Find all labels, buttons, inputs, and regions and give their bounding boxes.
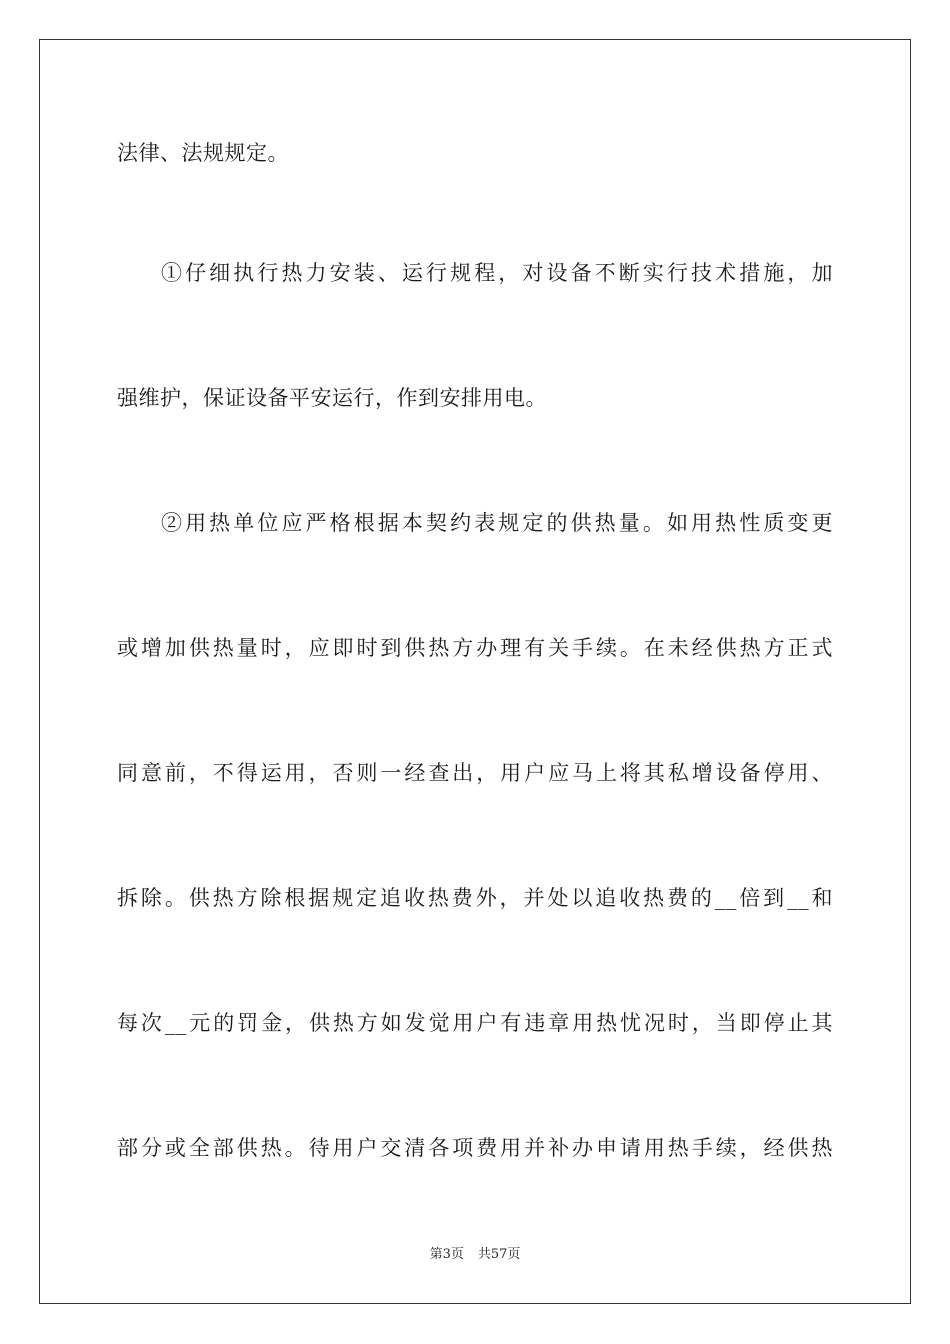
- page-number-current: 第3页: [429, 1247, 464, 1262]
- text-line-2: ①仔细执行热力安装、运行规程，对设备不断实行技术措施，加: [161, 261, 833, 285]
- page-footer: [0, 1246, 950, 1264]
- text-line-6: 同意前，不得运用，否则一经查出，用户应马上将其私增设备停用、: [117, 761, 833, 785]
- text-line-9: 部分或全部供热。待用户交清各项费用并补办申请用热手续，经供热: [117, 1136, 833, 1160]
- text-line-3: 强维护，保证设备平安运行，作到安排用电。: [117, 386, 547, 410]
- text-line-7: 拆除。供热方除根据规定追收热费外，并处以追收热费的__倍到__和: [117, 886, 833, 910]
- text-line-1: 法律、法规规定。: [117, 141, 289, 165]
- text-line-4: ②用热单位应严格根据本契约表规定的供热量。如用热性质变更: [161, 511, 833, 535]
- page-border: [39, 39, 911, 1304]
- page-number-total: 共57页: [477, 1247, 521, 1262]
- text-line-8: 每次__元的罚金，供热方如发觉用户有违章用热忧况时，当即停止其: [117, 1011, 833, 1035]
- text-line-5: 或增加供热量时，应即时到供热方办理有关手续。在未经供热方正式: [117, 636, 833, 660]
